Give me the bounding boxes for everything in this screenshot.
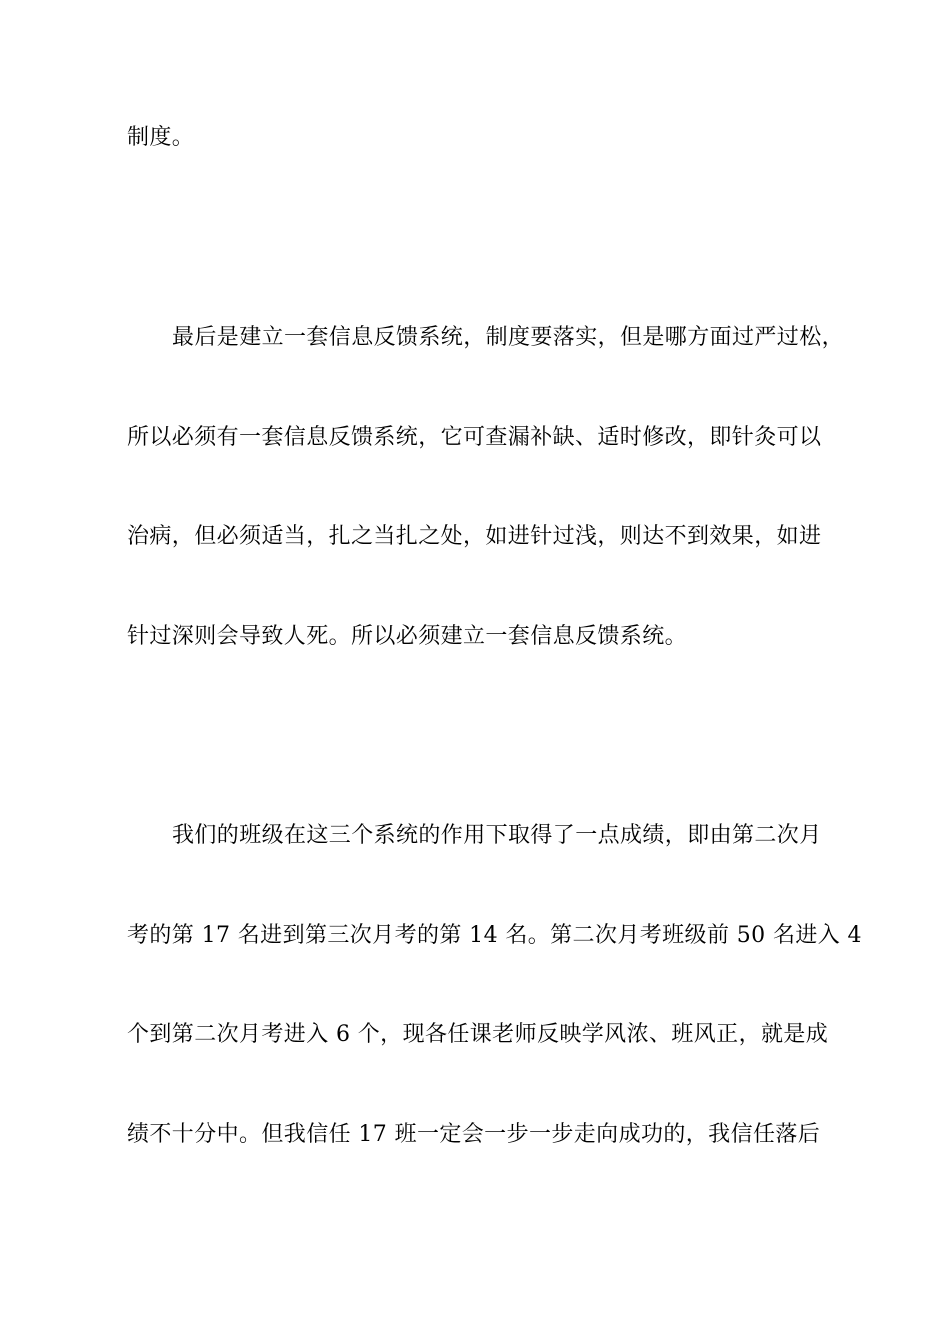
- paragraph-line: 绩不十分中。但我信任 17 班一定会一步一步走向成功的，我信任落后: [127, 1122, 821, 1147]
- paragraph-line: 个到第二次月考进入 6 个，现各任课老师反映学风浓、班风正，就是成: [127, 1022, 829, 1047]
- paragraph-line: 我们的班级在这三个系统的作用下取得了一点成绩，即由第二次月: [172, 823, 822, 848]
- paragraph-line: 最后是建立一套信息反馈系统，制度要落实，但是哪方面过严过松，: [172, 325, 845, 350]
- paragraph-line: 考的第 17 名进到第三次月考的第 14 名。第二次月考班级前 50 名进入 4: [127, 923, 862, 948]
- paragraph-line: 针过深则会导致人死。所以必须建立一套信息反馈系统。: [127, 624, 688, 649]
- paragraph-line: 制度。: [127, 125, 195, 150]
- paragraph-line: 治病，但必须适当，扎之当扎之处，如进针过浅，则达不到效果，如进: [127, 524, 822, 549]
- paragraph-line: 所以必须有一套信息反馈系统，它可查漏补缺、适时修改，即针灸可以: [127, 425, 822, 450]
